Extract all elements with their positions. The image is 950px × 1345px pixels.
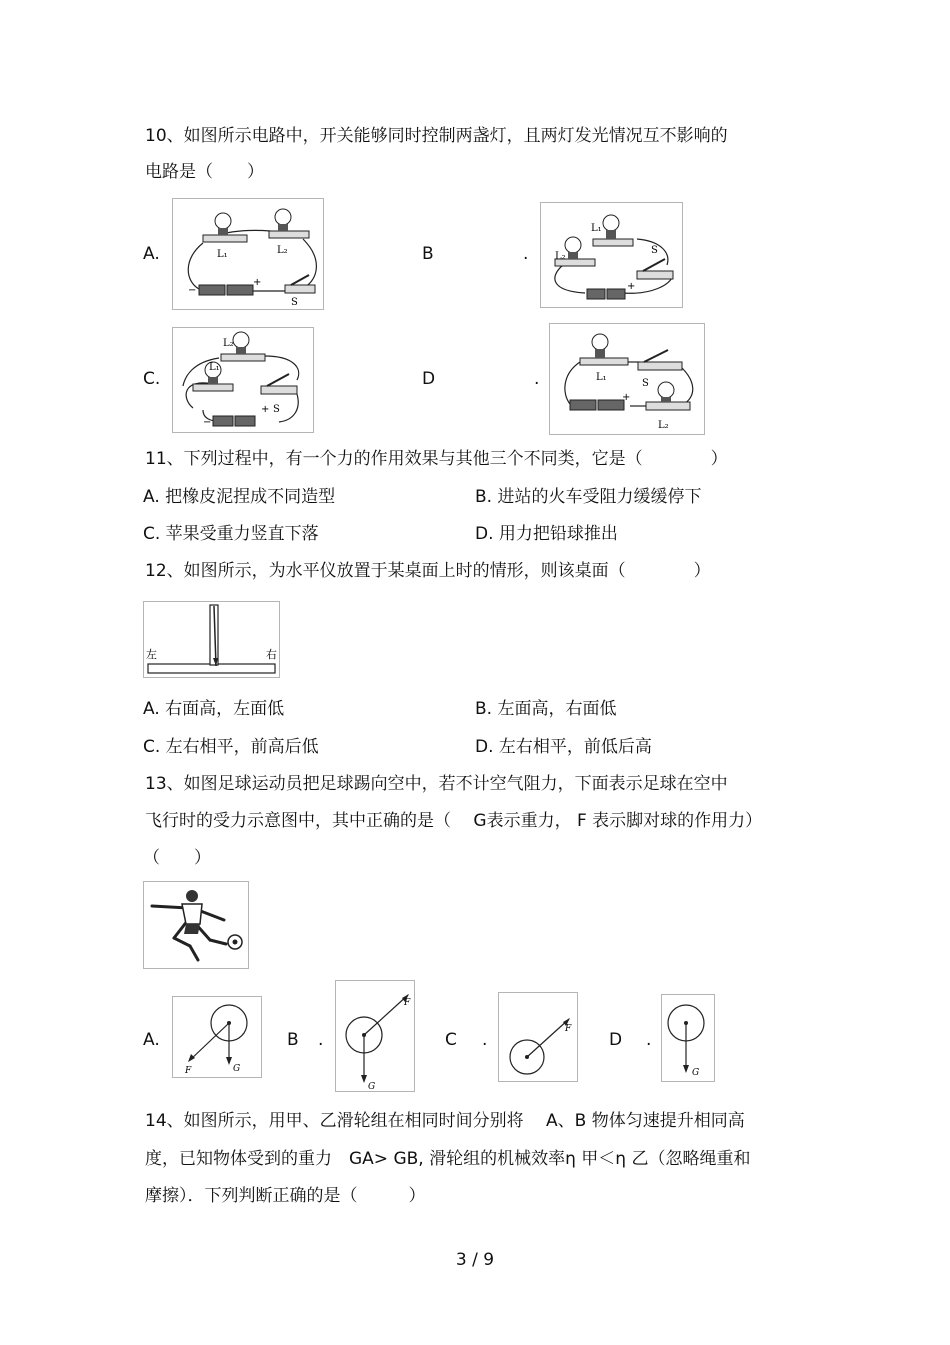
q10-option-b-label: B	[422, 244, 434, 264]
level-right-label: 右	[266, 648, 277, 661]
q13-option-d-dot: .	[646, 1030, 652, 1050]
circuit-figure-c	[172, 327, 314, 433]
force-diagram-c	[498, 992, 578, 1082]
level-left-label: 左	[146, 648, 157, 661]
fig-c-l2: L₂	[223, 338, 234, 349]
q13-option-c-dot: .	[482, 1030, 488, 1050]
fig-d-s: S	[642, 378, 649, 389]
fig13b-g: G	[368, 1082, 376, 1091]
q13-option-b-dot: .	[318, 1030, 324, 1050]
q10-option-c-label: C.	[143, 369, 161, 389]
q14-stem-line1: 14、如图所示，用甲、乙滑轮组在相同时间分别将 A、B 物体匀速提升相同高	[145, 1111, 745, 1131]
fig-a-s: S	[291, 297, 298, 308]
fig13a-g: G	[233, 1064, 241, 1074]
q13-option-d-label: D	[609, 1030, 623, 1050]
fig13c-f: F	[565, 1024, 572, 1034]
q12-option-a: A. 右面高，左面低	[143, 699, 285, 719]
q11-option-d: D. 用力把铅球推出	[475, 524, 618, 544]
q13-stem-line1: 13、如图足球运动员把足球踢向空中，若不计空气阻力，下面表示足球在空中	[145, 774, 728, 794]
fig-c-plus: +	[261, 404, 270, 415]
q13-option-b-label: B	[287, 1030, 299, 1050]
fig-b-s: S	[651, 245, 658, 256]
fig-a-plus: +	[253, 277, 262, 288]
q10-stem-line1: 10、如图所示电路中，开关能够同时控制两盏灯，且两灯发光情况互不影响的	[145, 126, 728, 146]
q10-option-a-label: A.	[143, 244, 160, 264]
fig-b-l2: L₂	[555, 251, 566, 262]
q10-option-d-dot: .	[534, 369, 540, 389]
q14-stem-line2: 度，已知物体受到的重力 GA> GB, 滑轮组的机械效率η 甲＜η 乙（忽略绳重和	[145, 1149, 751, 1169]
q11-option-c: C. 苹果受重力竖直下落	[143, 524, 319, 544]
fig-d-l1: L₁	[596, 372, 607, 383]
fig-a-l1: L₁	[217, 249, 228, 260]
circuit-figure-b	[540, 202, 683, 308]
q10-option-d-label: D	[422, 369, 436, 389]
level-figure	[143, 601, 280, 678]
q13-stem-line2: 飞行时的受力示意图中，其中正确的是（ G表示重力， F 表示脚对球的作用力）	[145, 811, 763, 831]
fig-b-l1: L₁	[591, 223, 602, 234]
soccer-player-figure	[143, 881, 249, 969]
q12-stem: 12、如图所示，为水平仪放置于某桌面上时的情形，则该桌面（ ）	[145, 561, 711, 581]
q13-stem-line3: （ ）	[143, 848, 211, 868]
q10-stem-line2: 电路是（ ）	[145, 162, 264, 182]
force-diagram-d	[661, 994, 715, 1082]
q13-option-c-label: C	[445, 1030, 457, 1050]
q11-option-b: B. 进站的火车受阻力缓缓停下	[475, 487, 702, 507]
page-number: 3 / 9	[455, 1250, 495, 1270]
q14-stem-line3: 摩擦）．下列判断正确的是（ ）	[145, 1186, 426, 1206]
fig13d-g: G	[692, 1068, 700, 1078]
fig-a-l2: L₂	[277, 245, 288, 256]
force-diagram-b	[335, 980, 415, 1092]
fig-c-minus: −	[203, 417, 212, 428]
q12-option-c: C. 左右相平，前高后低	[143, 737, 319, 757]
fig-c-l1: L₁	[209, 362, 220, 373]
fig-d-plus: +	[622, 392, 631, 403]
q11-option-a: A. 把橡皮泥捏成不同造型	[143, 487, 336, 507]
q12-option-b: B. 左面高，右面低	[475, 699, 617, 719]
fig13b-f: F	[404, 998, 411, 1008]
fig-a-minus: −	[188, 285, 197, 296]
fig-b-plus: +	[627, 281, 636, 292]
q12-option-d: D. 左右相平，前低后高	[475, 737, 652, 757]
q13-option-a-label: A.	[143, 1030, 160, 1050]
q11-stem: 11、下列过程中，有一个力的作用效果与其他三个不同类，它是（ ）	[145, 449, 728, 469]
q10-option-b-dot: .	[523, 244, 529, 264]
force-diagram-a	[172, 996, 262, 1078]
circuit-figure-d	[549, 323, 705, 435]
circuit-figure-a	[172, 198, 324, 310]
fig-d-l2: L₂	[658, 420, 669, 431]
fig13a-f: F	[185, 1066, 192, 1076]
fig-c-s: S	[273, 404, 280, 415]
